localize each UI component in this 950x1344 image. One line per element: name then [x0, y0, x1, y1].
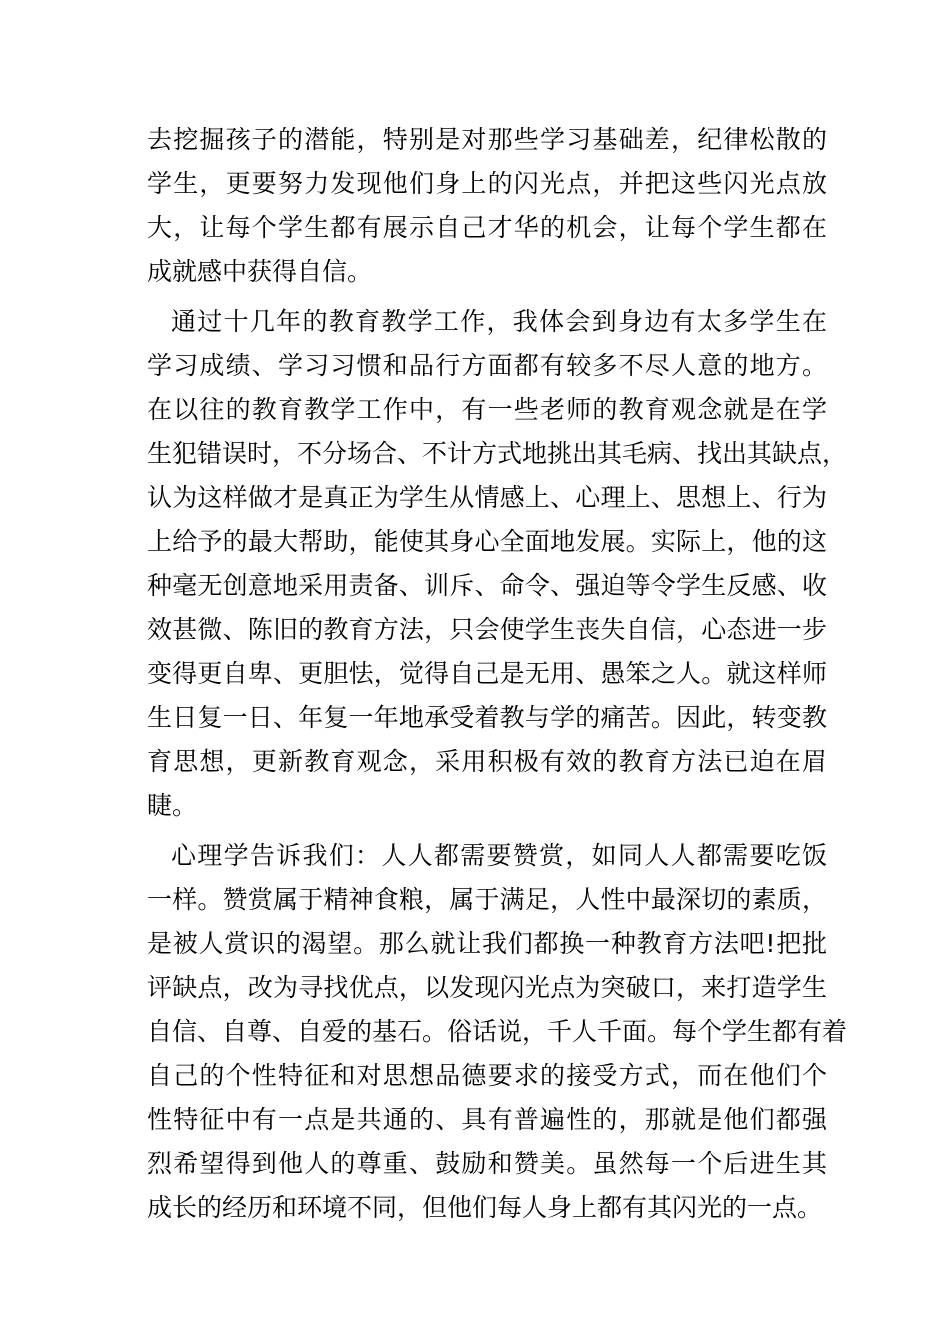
text-line: 通过十几年的教育教学工作，我体会到身边有太多学生在: [171, 307, 827, 336]
text-line: 自信、自尊、自爱的基石。俗话说，千人千面。每个学生都有着: [147, 1017, 848, 1046]
text-line: 成长的经历和环境不同，但他们每人身上都有其闪光的一点。: [147, 1193, 823, 1222]
text-line: 学习成绩、学习习惯和品行方面都有较多不尽人意的地方。: [147, 351, 827, 380]
paragraph: [147, 834, 848, 1230]
paragraph: [147, 118, 827, 294]
text-line: 睫。: [147, 791, 198, 820]
document-body: [147, 118, 848, 1230]
text-line: 学生，更要努力发现他们身上的闪光点，并把这些闪光点放: [147, 169, 827, 198]
text-line: 评缺点，改为寻找优点，以发现闪光点为突破口，来打造学生: [147, 973, 827, 1002]
text-line: 去挖掘孩子的潜能，特别是对那些学习基础差，纪律松散的: [147, 125, 827, 154]
text-line: 认为这样做才是真正为学生从情感上、心理上、思想上、行为: [147, 483, 827, 512]
text-line: 自己的个性特征和对思想品德要求的接受方式，而在他们个: [147, 1061, 827, 1090]
text-line: 烈希望得到他人的尊重、鼓励和赞美。虽然每一个后进生其: [147, 1149, 827, 1178]
text-line: 大，让每个学生都有展示自己才华的机会，让每个学生都在: [147, 213, 827, 242]
paragraph: [147, 300, 848, 828]
text-line: 种毫无创意地采用责备、训斥、命令、强迫等令学生反感、收: [147, 571, 827, 600]
text-line: 一样。赞赏属于精神食粮，属于满足，人性中最深切的素质，: [147, 885, 827, 914]
text-line: 上给予的最大帮助，能使其身心全面地发展。实际上，他的这: [147, 527, 827, 556]
text-line: 是被人赏识的渴望。那么就让我们都换一种教育方法吧!把批: [147, 929, 827, 958]
text-line: 变得更自卑、更胆怯，觉得自己是无用、愚笨之人。就这样师: [147, 659, 827, 688]
text-line: 在以往的教育教学工作中，有一些老师的教育观念就是在学: [147, 395, 827, 424]
text-line: 育思想，更新教育观念，采用积极有效的教育方法已迫在眉: [147, 747, 827, 776]
text-line: 效甚微、陈旧的教育方法，只会使学生丧失自信，心态进一步: [147, 615, 827, 644]
text-line: 生犯错误时，不分场合、不计方式地挑出其毛病、找出其缺点，: [147, 439, 848, 468]
text-line: 成就感中获得自信。: [147, 257, 373, 286]
text-line: 生日复一日、年复一年地承受着教与学的痛苦。因此，转变教: [147, 703, 827, 732]
text-line: 心理学告诉我们：人人都需要赞赏，如同人人都需要吃饭: [171, 841, 827, 870]
text-line: 性特征中有一点是共通的、具有普遍性的，那就是他们都强: [147, 1105, 827, 1134]
